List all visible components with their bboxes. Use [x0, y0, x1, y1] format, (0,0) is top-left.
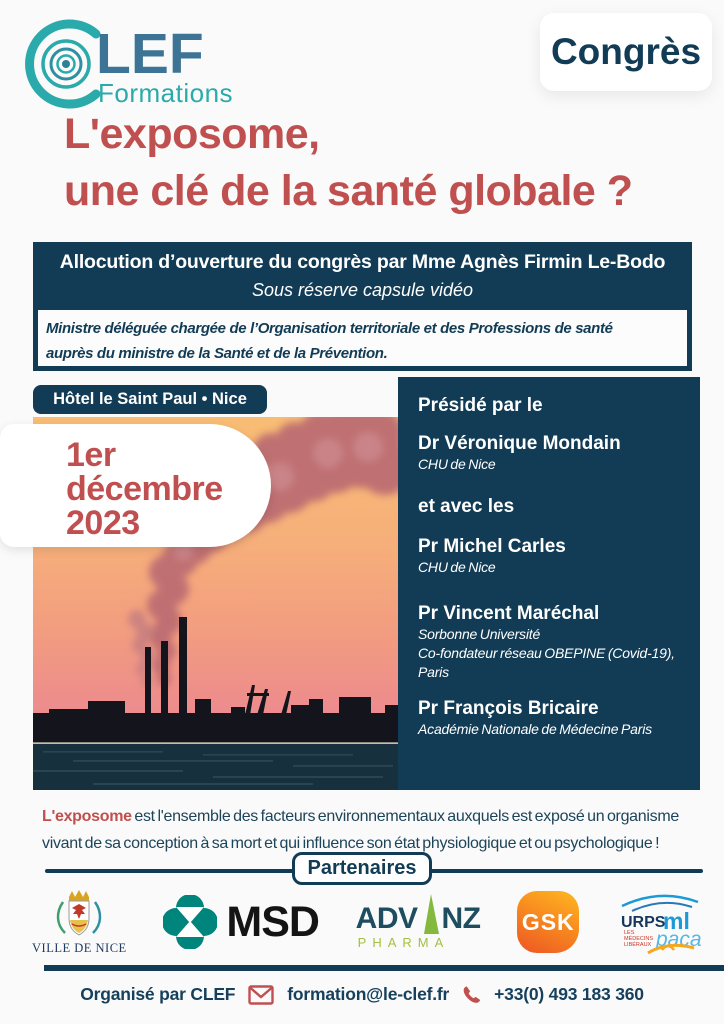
email-icon	[248, 985, 274, 1005]
date-line3: 2023	[66, 504, 140, 542]
exposome-definition	[42, 803, 718, 857]
definition-text: est l'ensemble des facteurs environnementaux auxquels est exposé un organisme vivant de sa conception à sa mort et qui influence son état physiologique et ou psychologique !	[42, 808, 679, 852]
title-line2: une clé de la santé globale ?	[64, 167, 633, 215]
congres-badge-label: Congrès	[550, 31, 702, 72]
footer-divider-line	[44, 965, 724, 971]
congres-badge	[540, 13, 712, 91]
partner-logos-row	[32, 884, 704, 960]
speaker-name: Pr François Bricaire	[418, 698, 599, 719]
speaker-item	[418, 536, 692, 577]
panel-heading: Présidé par le	[418, 395, 543, 416]
date-line2: décembre	[66, 470, 223, 508]
partners-badge	[0, 852, 724, 885]
msd-logo	[163, 895, 319, 949]
urps-sub1: LES	[623, 930, 635, 936]
urps-paca-text: paca	[655, 928, 702, 951]
definition-term: L'exposome	[42, 808, 132, 825]
advanz-spike-icon	[419, 894, 441, 934]
speaker-name: Pr Michel Carles	[418, 536, 566, 557]
minister-box	[38, 310, 687, 366]
panel-connector: et avec les	[418, 496, 515, 517]
urps-logo-icon	[616, 886, 704, 958]
urps-ml-text: ml	[662, 908, 690, 934]
nice-label: VILLE DE NICE	[32, 941, 127, 955]
venue-label: Hôtel le Saint Paul • Nice	[53, 390, 247, 408]
speaker-org: CHU de Nice	[418, 559, 496, 575]
advanz-pharma-label: PHARMA	[357, 935, 450, 950]
minister-line2: auprès du ministre de la Santé et de la Prévention.	[46, 345, 388, 362]
contact-phone: +33(0) 493 183 360	[494, 984, 644, 1004]
speaker-org: Paris	[418, 664, 449, 680]
urps-sub2: MÉDECINS	[623, 936, 653, 942]
speaker-name: Dr Véronique Mondain	[418, 433, 621, 454]
msd-symbol-icon	[163, 895, 217, 949]
speaker-org: CHU de Nice	[418, 456, 496, 472]
partners-label: Partenaires	[292, 852, 433, 885]
advanz-adv: ADV	[355, 902, 418, 935]
urps-ml-paca-logo	[616, 886, 704, 958]
speaker-org: Sorbonne Université	[418, 626, 541, 642]
speaker-name: Pr Vincent Maréchal	[418, 603, 600, 624]
urps-text: URPS	[620, 914, 666, 931]
advanz-wordmark	[356, 894, 481, 934]
gsk-logo	[517, 891, 579, 953]
venue-badge	[33, 385, 267, 414]
speaker-item	[418, 603, 692, 682]
brand-subtitle: Formations	[98, 78, 234, 108]
brand-name: LEF	[96, 22, 204, 86]
urps-sub3: LIBÉRAUX	[623, 942, 652, 948]
ville-de-nice-logo	[32, 888, 127, 956]
event-date-card	[0, 424, 271, 547]
speakers-panel	[398, 377, 700, 790]
speaker-org: Académie Nationale de Médecine Paris	[418, 721, 652, 737]
contact-email: formation@le-clef.fr	[287, 984, 450, 1004]
opening-line1: Allocution d’ouverture du congrès par Mme Agnès Firmin Le-Bodo	[59, 251, 666, 273]
phone-icon	[462, 985, 481, 1004]
speaker-item	[418, 698, 692, 739]
footer-contacts	[0, 984, 724, 1005]
nice-crest-icon	[55, 888, 103, 940]
speaker-org: Co-fondateur réseau OBEPINE (Covid-19),	[418, 645, 675, 661]
organizer-label: Organisé par CLEF	[80, 984, 236, 1004]
page-title	[64, 106, 633, 220]
title-line1: L'exposome,	[64, 110, 320, 158]
opening-line2: Sous réserve capsule vidéo	[251, 280, 474, 300]
minister-line1: Ministre déléguée chargée de l’Organisation territoriale et des Professions de santé	[46, 320, 613, 337]
msd-label: MSD	[226, 897, 319, 946]
advanz-pharma-logo	[356, 894, 481, 950]
gsk-label: GSK	[521, 908, 575, 935]
opening-banner	[33, 242, 692, 371]
advanz-nz: NZ	[441, 902, 481, 935]
speaker-president	[418, 433, 692, 474]
date-line1: 1er	[66, 436, 116, 474]
